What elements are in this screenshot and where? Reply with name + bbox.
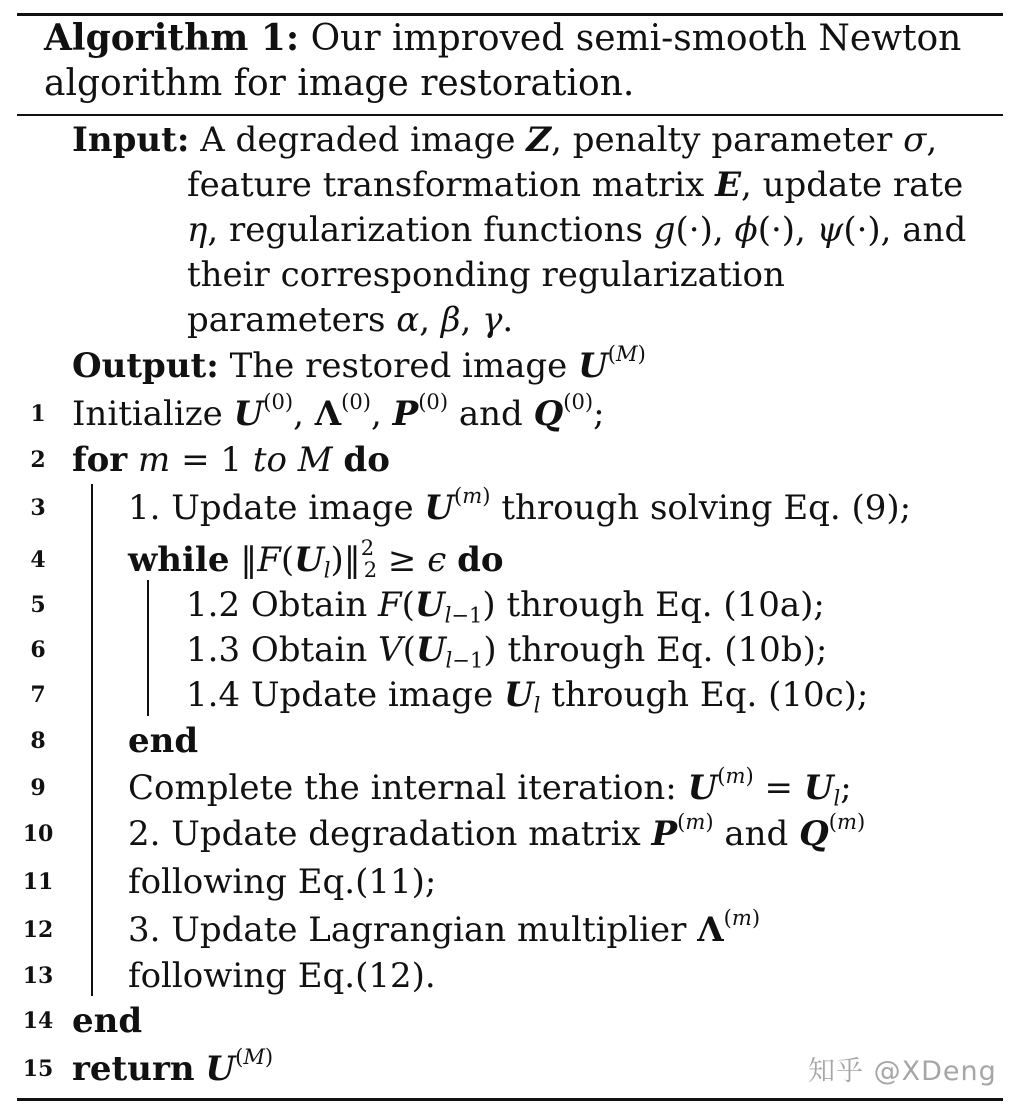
output-label: Output: (72, 346, 219, 386)
input-line5: parameters α, β, γ. (187, 300, 514, 340)
for-block-bar (91, 484, 93, 996)
step-12: 3. Update Lagrangian multiplier $\Lambda^{(m)}$ (128, 905, 761, 950)
line-number: 8 (30, 728, 46, 754)
line-number: 1 (30, 401, 46, 427)
line-number: 2 (30, 447, 46, 473)
input-line3: η, regularization functions g(·), ϕ(·), ψ(·), and (187, 210, 967, 250)
bottom-rule (17, 1098, 1003, 1101)
input-label-line: Input: A degraded image Z, penalty parameter σ, (72, 120, 938, 160)
line-number: 7 (30, 682, 46, 708)
step-6: 1.3 Obtain $V(U_{l-1})$ through Eq. (10b); (186, 630, 828, 673)
step-8: end (128, 721, 199, 761)
line-number: 12 (22, 917, 54, 943)
line-number: 11 (22, 869, 54, 895)
line-number: 3 (30, 495, 46, 521)
caption-rule (17, 114, 1003, 116)
step-13: following Eq.(12). (128, 956, 436, 996)
step-14: end (72, 1001, 143, 1041)
line-number: 13 (22, 963, 54, 989)
watermark: 知乎 @XDeng (808, 1056, 997, 1087)
step-11: following Eq.(11); (128, 862, 437, 902)
line-number: 5 (30, 592, 46, 618)
line-number: 10 (22, 821, 54, 847)
line-number: 15 (22, 1056, 54, 1082)
step-2: for m = 1 to M do (72, 440, 390, 480)
input-line1-b: , penalty parameter (551, 120, 893, 160)
while-block-bar (147, 580, 149, 716)
step-15: return $U^{(M)}$ (72, 1044, 274, 1089)
step-10: 2. Update degradation matrix $P^{(m)}$ and $Q^{(m)}$ (128, 809, 866, 854)
line-number: 9 (30, 775, 46, 801)
algorithm-caption (44, 16, 994, 106)
caption-label: Algorithm 1: (44, 17, 300, 59)
step-7: 1.4 Update image $U_l$ through Eq. (10c); (186, 675, 869, 718)
input-line1-a: A degraded image (200, 120, 516, 160)
step-5: 1.2 Obtain $F(U_{l-1})$ through Eq. (10a); (186, 585, 825, 628)
line-number: 4 (30, 547, 46, 573)
caption-text-line1: Our improved semi-smooth Newton (310, 18, 962, 59)
step-9: Complete the internal iteration: $U^{(m)} = U_l$; (128, 763, 852, 811)
input-line2: feature transformation matrix E, update rate (187, 165, 964, 205)
input-label: Input: (72, 120, 190, 160)
output-text: The restored image (229, 346, 568, 386)
line-number: 6 (30, 637, 46, 663)
output-line: Output: The restored image $U^{(M)}$ (72, 341, 646, 386)
input-line4: their corresponding regularization (187, 255, 785, 295)
step-1: Initialize $U^{(0)}$, $\Lambda^{(0)}$, $P^{(0)}$ and $Q^{(0)}$; (72, 389, 605, 434)
line-number: 14 (22, 1008, 54, 1034)
step-3: 1. Update image $U^{(m)}$ through solving Eq. (9); (128, 483, 912, 528)
caption-text-line2: algorithm for image restoration. (44, 63, 635, 104)
step-4: while $‖F(U_l)‖^2_2 \ge \epsilon$ do (128, 535, 504, 583)
